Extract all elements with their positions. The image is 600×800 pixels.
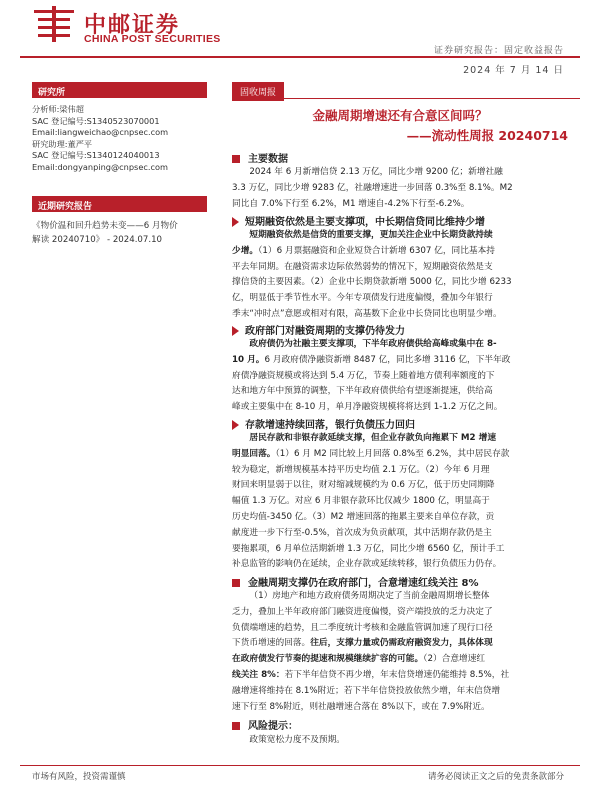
paragraph-line: 财回来明显弱于以往，财对缩减规模约为 0.6 万亿，低于历史同期降 <box>232 480 495 491</box>
report-type: 证券研究报告：固定收益报告 <box>433 46 564 56</box>
analyst-email-link[interactable]: Email:dongyanping@cnpsec.com <box>32 161 168 172</box>
paragraph-line: 同比自 7.0%下行至 6.2%，M1 增速自-4.2%下行至-6.2%。 <box>232 198 470 209</box>
brand-name-en: CHINA POST SECURITIES <box>84 33 221 45</box>
paragraph-line: 下货币增速的回落。 <box>232 638 311 649</box>
report-date: 2024 年 7 月 14 日 <box>463 65 564 76</box>
section-financial-cycle <box>232 574 478 589</box>
analyst-line: SAC 登记编号:S1340124040013 <box>32 150 160 161</box>
paragraph-line: （1）6 月票据融资和企业短贷合计新增 6307 亿，同比基本持 <box>258 245 495 256</box>
bold-lead: 居民存款和非银存款延续支撑，但企业存款负向拖累下 M2 增速 <box>249 433 497 443</box>
short-term-financing-text <box>232 228 568 323</box>
section-heading: 金融周期支撑仍在政府部门，合意增速红线关注 8% <box>248 578 479 589</box>
bold-lead: 在政府债发行节奏的提速和规模继续扩容的可能。 <box>232 654 424 665</box>
bullet-square-icon <box>232 722 240 730</box>
paragraph-line: 乏力，叠加上半年政府部门融资进度偏慢，资产端投放的乏力决定了 <box>232 606 493 617</box>
paragraph-line: 撑信贷的主要因素。（2）企业中长期贷款新增 5000 亿，同比少增 6233 <box>232 277 512 288</box>
financial-cycle-text <box>232 589 568 715</box>
bold-lead: 短期融资依然是信贷的重要支撑，更加关注企业中长期贷款持续 <box>249 230 493 240</box>
analyst-info <box>32 104 207 174</box>
paragraph-line: 达和地方年中预算的调整，下半年政府债供给有望逐渐提速，供给高 <box>232 386 493 397</box>
subsection-heading: 短期融资依然是主要支撑项，中长期信贷同比维持少增 <box>245 217 485 228</box>
section-main-data <box>232 150 288 165</box>
risk-text <box>232 733 568 749</box>
recent-report-item[interactable] <box>32 219 207 247</box>
government-sector-text <box>232 337 568 416</box>
recent-report-line: 《物价温和回升趋势未变——6 月物价 <box>32 221 178 231</box>
paragraph-line: 献度进一步下行至-0.5%，首次成为负贡献项，其中活期存款仍是主 <box>232 527 492 538</box>
paragraph-line: 幅值 1.3 万亿。对应 6 月非银存款环比仅减少 1800 亿，明显高于 <box>232 496 490 507</box>
footer-divider <box>20 765 580 766</box>
deposits-text <box>232 431 568 573</box>
analyst-line: 分析师:梁伟超 <box>32 104 84 114</box>
paragraph-line: 速下行至 8%附近，则社融增速合落在 8%以下，或在 7.9%附近。 <box>232 701 490 712</box>
subsection-government-sector <box>232 322 405 337</box>
analyst-line: 研究助理:董严平 <box>32 138 93 149</box>
paragraph-line: （2）合意增速红 <box>423 654 486 665</box>
section-risk <box>232 717 298 732</box>
paragraph-line: 补息监管的影响仍在延续，企业存款或延续转移，银行负债压力仍存。 <box>232 559 502 570</box>
paragraph-line: 历史均值-3450 亿。（3）M2 增速回落的拖累主要来自单位存款，贡 <box>232 511 495 522</box>
recent-report-line: 解读 20240710》 - 2024.07.10 <box>32 235 163 245</box>
paragraph-line: 政策宽松力度不及预期。 <box>249 735 345 745</box>
bullet-square-icon <box>232 579 240 587</box>
bold-lead: 政府债仍为社融主要支撑项，下半年政府债供给高峰或集中在 8- <box>249 339 497 349</box>
footer-disclaimer-link[interactable]: 请务必阅读正文之后的免责条款部分 <box>427 772 564 782</box>
bold-lead: 线关注 8%： <box>232 669 285 680</box>
subsection-short-term-financing <box>232 213 485 228</box>
header-divider <box>20 56 580 58</box>
paragraph-line: 较为稳定，新增规模基本持平历史均值 2.1 万亿。（2）今年 6 月理 <box>232 464 490 475</box>
paragraph-line: 2024 年 6 月新增信贷 2.13 万亿，同比少增 9200 亿；新增社融 <box>249 167 503 177</box>
recent-reports-heading: 近期研究报告 <box>32 196 207 212</box>
paragraph-line: 若下半年信贷不再少增，年末信贷增速仍能维持 8.5%，社 <box>284 669 510 680</box>
paragraph-line: （1）6 月 M2 同比较上月回落 0.8%至 6.2%，其中居民存款 <box>275 448 510 459</box>
subsection-heading: 存款增速持续回落，银行负债压力回归 <box>245 420 415 431</box>
paragraph-line: 负债端增速的趋势，且二季度统计考核和金融监管调加速了现行口径 <box>232 622 493 633</box>
report-title: 金融周期增速还有合意区间吗？ <box>312 108 488 123</box>
bullet-triangle-icon <box>232 217 239 227</box>
brand-name-cn: 中邮证券 <box>84 13 181 38</box>
paragraph-line: 府债净融资规模或将达到 5.4 万亿，节奏上随着地方债利率额度的下 <box>232 370 495 381</box>
report-category-tag: 固收周报 <box>232 82 284 101</box>
paragraph-line: 季末“冲时点”意愿或相对有限，高基数下企业中长贷同比也明显少增。 <box>232 308 502 319</box>
bold-lead: 往后，支撑力量或仍需政府融资发力，具体体现 <box>310 638 493 649</box>
bullet-triangle-icon <box>232 326 239 336</box>
paragraph-line: （1）房地产和地方政府债务周期决定了当前金融周期增长整体 <box>249 591 490 601</box>
bullet-triangle-icon <box>232 420 239 430</box>
analyst-email-link[interactable]: Email:liangweichao@cnpsec.com <box>32 127 169 138</box>
bold-lead: 少增。 <box>232 245 259 256</box>
paragraph-line: 6 月政府债净融资新增 8487 亿，同比多增 3116 亿，下半年政 <box>264 354 511 365</box>
paragraph-line: 亿，明显低于季节性水平。今年专项债发行进度偏慢，叠加今年银行 <box>232 293 493 304</box>
report-subtitle: ——流动性周报 20240714 <box>406 128 568 143</box>
paragraph-line: 3.3 万亿，同比少增 9283 亿，社融增速进一步回落 0.3%至 8.1%。M2 <box>232 182 513 193</box>
bold-lead: 10 月。 <box>232 354 265 365</box>
bullet-square-icon <box>232 155 240 163</box>
bold-lead: 明显回落。 <box>232 448 276 459</box>
tag-divider <box>232 98 580 99</box>
main-data-text <box>232 165 568 212</box>
analyst-line: SAC 登记编号:S1340523070001 <box>32 115 160 126</box>
research-institute-heading: 研究所 <box>32 82 207 98</box>
subsection-deposits <box>232 416 415 431</box>
brand-logo-icon <box>32 6 76 42</box>
footer-risk-warning: 市场有风险，投资需谨慎 <box>32 772 126 782</box>
section-heading: 主要数据 <box>248 154 288 165</box>
subsection-heading: 政府部门对融资周期的支撑仍待发力 <box>245 326 405 337</box>
paragraph-line: 平去年同期。在融资需求边际依然弱势的情况下，短期融资依然是支 <box>232 261 493 272</box>
paragraph-line: 要拖累项，6 月单位活期新增 1.3 万亿，同比少增 6560 亿，预计手工 <box>232 543 505 554</box>
section-heading: 风险提示： <box>248 721 298 732</box>
paragraph-line: 融增速将维持在 8.1%附近；若下半年信贷投放依然少增，年末信贷增 <box>232 685 501 696</box>
paragraph-line: 峰或主要集中在 8-10 月，单月净融资规模将将达到 1-1.2 万亿之间。 <box>232 402 503 413</box>
